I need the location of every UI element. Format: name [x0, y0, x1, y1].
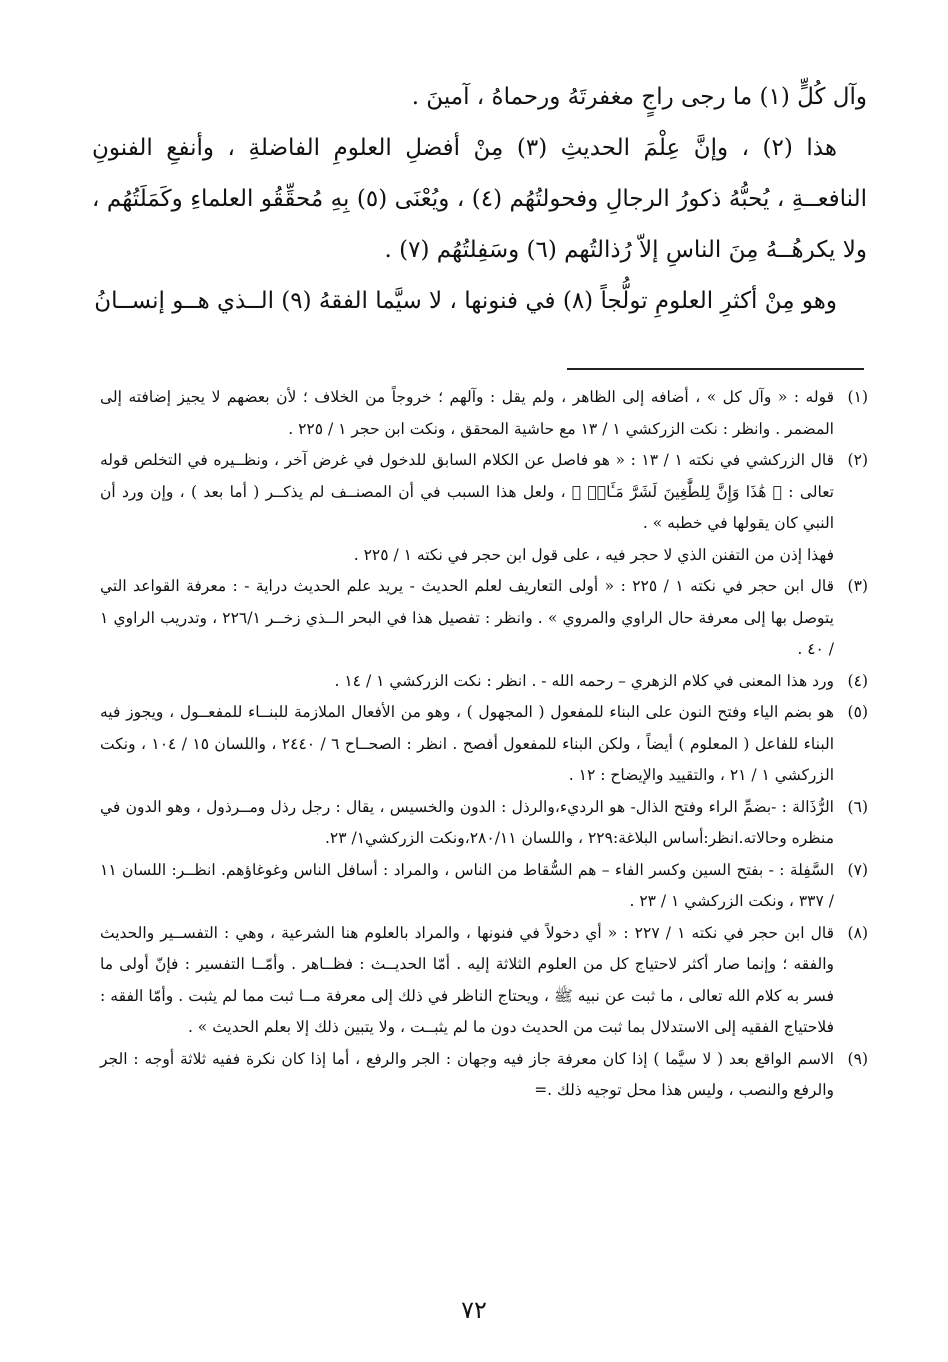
footnote-continuation: فهذا إذن من التفنن الذي لا حجر فيه ، على قول ابن حجر في نكته ١ / ٢٢٥ . [353, 545, 834, 564]
footnote-number: (٤) [847, 671, 868, 690]
footnote-text: الرُّذَالة : -بضمِّ الراء وفتح الذال- هو الرديء،والرذل : الدون والخسيس ، يقال : رجل رذل ومــرذول ، وهو الدون في منظره وحالاته.انظر:أساس البلاغة:٢٢٩ ، واللسان ٢٨٠/١١،ونكت الزركشي١/ ٢٣. [100, 797, 834, 847]
main-line-1: وآل كُلٍّ (١) ما رجى راجٍ مغفرتَهُ ورحماهُ ، آمينَ . [411, 84, 867, 110]
footnote-2 [100, 445, 868, 571]
main-paragraph-2: هذا (٢) ، وإنَّ عِلْمَ الحديثِ (٣) مِنْ أفضلِ العلومِ الفاضلةِ ، وأنفعِ الفنونِ النافعــةِ ، يُحبُّهُ ذكورُ الرجالِ وفحولتُهُم (٤) ، ويُعْنَى (٥) بِهِ مُحقِّقُو العلماءِ وكَمَلَتُهُم ، ولا يكرهُــهُ مِنَ الناسِ إلاّ رُذالتُهم (٦) وسَفِلتُهُم (٧) . [92, 135, 868, 263]
footnote-divider [567, 368, 864, 370]
footnote-number: (٣) [847, 577, 868, 595]
footnote-number: (١) [847, 388, 868, 406]
footnote-text: ورد هذا المعنى في كلام الزهري – رحمه الله - . انظر : نكت الزركشي ١ / ١٤ . [334, 671, 834, 690]
main-text [92, 72, 867, 327]
footnote-text: قال الزركشي في نكته ١ / ١٣ : « هو فاصل عن الكلام السابق للدخول في غرض آخر ، ونظــيره في التخلص قوله تعالى : ﴿ هَٰذَا وَإِنَّ لِلطَّٰغِينَ لَشَرَّ مَـَٔابٖ ﴾ ، ولعل هذا السبب في أن المصنــف لم يذكــر ( أما بعد ) ، وإن ورد أن النبي كان يقولها في خطبه » . [100, 451, 835, 532]
footnote-text: هو بضم الياء وفتح النون على البناء للمفعول ( المجهول ) ، وهو من الأفعال الملازمة للبنــاء للمفعــول ، ويجوز فيه البناء للفاعل ( المعلوم ) أيضاً ، ولكن البناء للمفعول أفصح . انظر : الصحــاح ٦ / ٢٤٤٠ ، واللسان ١٥ / ١٠٤ ، ونكت الزركشي ١ / ٢١ ، والتقييد والإيضاح : ١٢ . [100, 703, 835, 784]
footnote-1 [100, 382, 868, 445]
footnote-text: قال ابن حجر في نكته ١ / ٢٢٧ : « أي دخولاً في فنونها ، والمراد بالعلوم هنا الشرعية ، وهي : التفســير والحديث والفقه ؛ وإنما صار أكثر لاحتياج كل من العلوم الثلاثة إليه . أمّا الحديــث : فظــاهر . وأمّــا التفسير : فإنّ أولى ما فسر به كلام الله تعالى ، ما ثبت عن نبيه ﷺ ، ويحتاج الناظر في ذلك إلى معرفة مــا ثبت مما لم يثبت . وأمّا الفقه : فلاحتياج الفقيه إلى الاستدلال بما ثبت من الحديث دون ما لم يثبــت ، ولا يتبين ذلك إلا بعلم الحديث » . [100, 923, 835, 1036]
page-number: ٧٢ [461, 1296, 487, 1324]
footnote-5 [100, 697, 868, 792]
footnote-number: (٨) [847, 923, 868, 942]
footnote-number: (٩) [847, 1049, 868, 1068]
footnote-number: (٧) [847, 860, 868, 879]
footnote-text: السَّفِلة : - بفتح السين وكسر الفاء – هم السُّقاط من الناس ، والمراد : أسافل الناس وغوغاؤهم. انظــر: اللسان ١١ / ٣٣٧ ، ونكت الزركشي ١ / ٢٣ . [100, 860, 834, 910]
footnote-text: الاسم الواقع بعد ( لا سيَّما ) إذا كان معرفة جاز فيه وجهان : الجر والرفع ، أما إذا كان نكرة ففيه ثلاثة أوجه : الجر والرفع والنصب ، وليس هذا محل توجيه ذلك .= [100, 1049, 834, 1099]
footnote-9 [100, 1044, 868, 1107]
footnote-number: (٥) [847, 703, 868, 721]
footnote-number: (٢) [847, 451, 868, 469]
footnote-7 [100, 855, 868, 918]
footnote-8 [100, 918, 868, 1044]
footnote-text: قوله : « وآل كل » ، أضافه إلى الظاهر ، ولم يقل : وآلهم ؛ خروجاً من الخلاف ؛ لأن بعضهم لا يجيز إضافته إلى المضمر . وانظر : نكت الزركشي ١ / ١٣ مع حاشية المحقق ، ونكت ابن حجر ١ / ٢٢٥ . [100, 388, 834, 438]
footnote-text: قال ابن حجر في نكته ١ / ٢٢٥ : « أولى التعاريف لعلم الحديث - يريد علم الحديث دراية - : معرفة القواعد التي يتوصل بها إلى معرفة حال الراوي والمروي » . وانظر : تفصيل هذا في البحر الــذي زخــر ٢٢٦/١ ، وتدريب الراوي ١ / ٤٠ . [100, 577, 834, 658]
main-paragraph-3: وهو مِنْ أكثرِ العلومِ تولُّجاً (٨) في فنونها ، لا سيَّما الفقهُ (٩) الــذي هــو إنســانُ [94, 288, 837, 314]
footnote-3 [100, 571, 868, 666]
footnotes [100, 382, 868, 1107]
footnote-number: (٦) [847, 797, 868, 816]
footnote-4 [100, 666, 868, 698]
footnote-6 [100, 792, 868, 855]
